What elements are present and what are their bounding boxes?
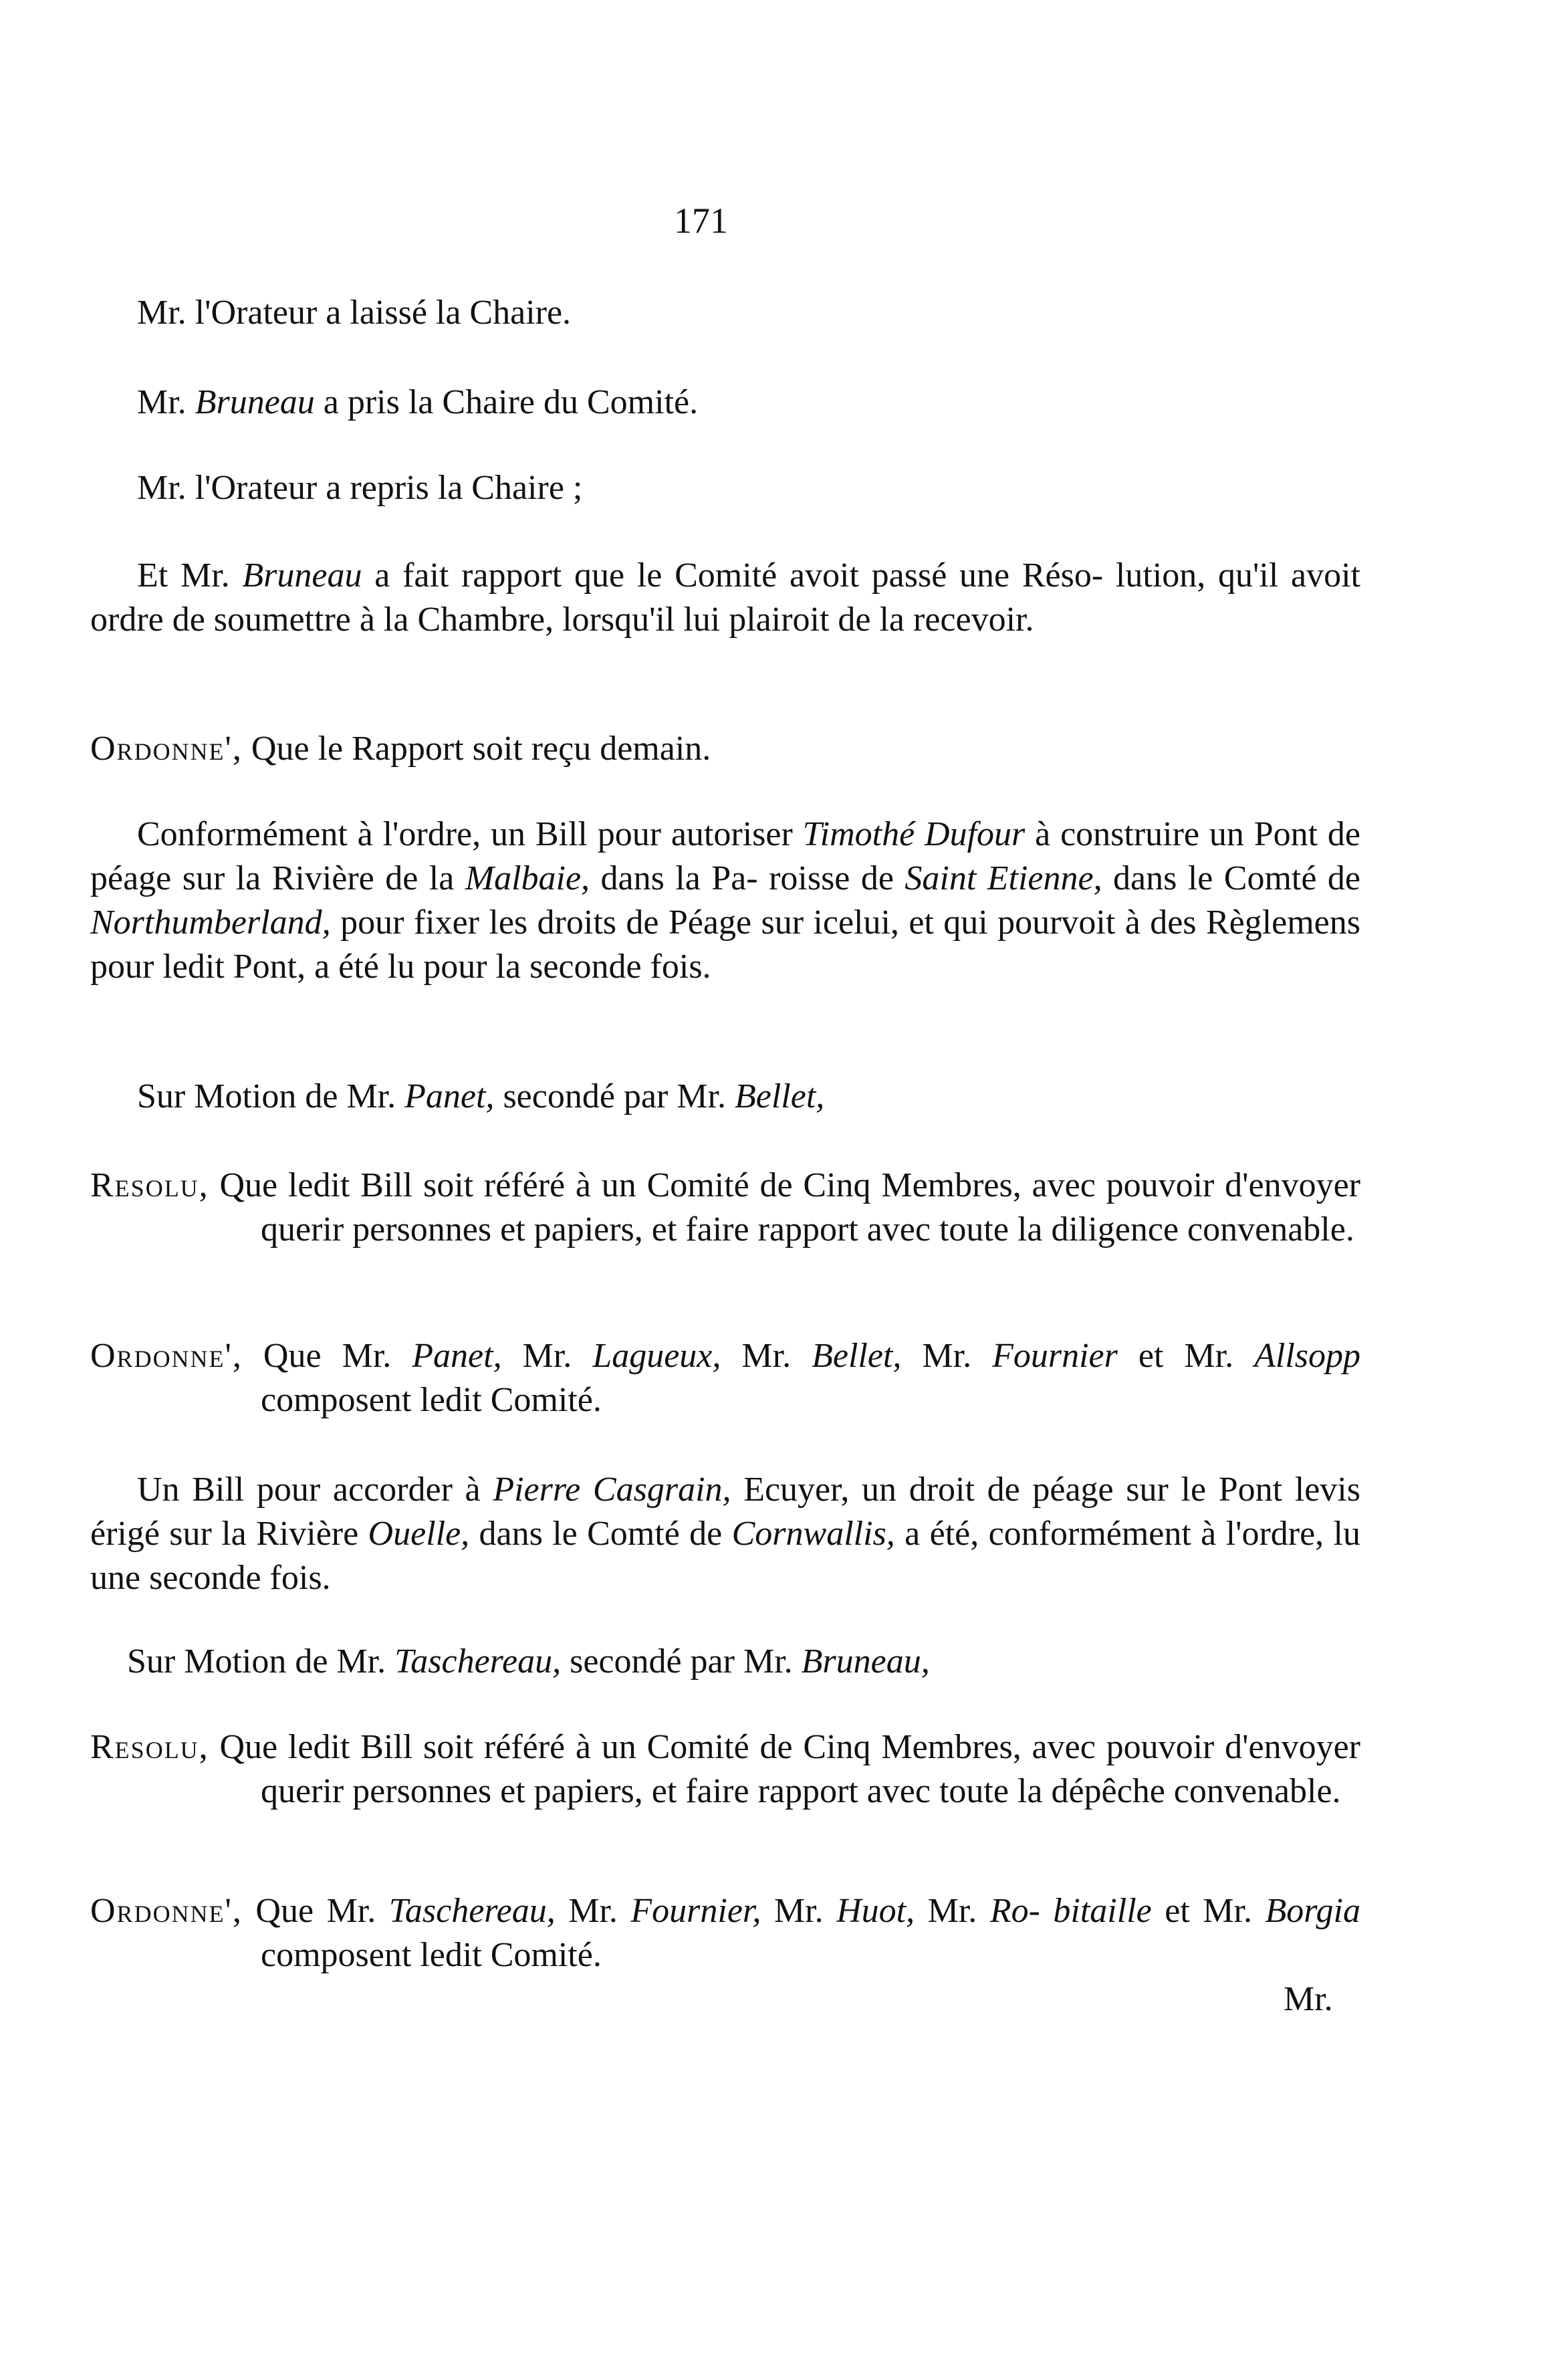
order-casgrain-committee-members: Ordonne', Que Mr. Taschereau, Mr. Fournier, Mr. Huot, Mr. Ro- bitaille et Mr. Borgia composent ledit Comité. bbox=[90, 1892, 1360, 1974]
resolution-casgrain-committee: Resolu, Que ledit Bill soit référé à un Comité de Cinq Membres, avec pouvoir d'envoyer querir personnes et papiers, et faire rapport avec toute la dépêche convenable. bbox=[90, 1728, 1360, 1810]
entry-bruneau-report: Et Mr. Bruneau a fait rapport que le Comité avoit passé une Réso- lution, qu'il avoit ordre de soumettre à la Chambre, lorsqu'il lui plairoit de la recevoir. bbox=[90, 556, 1360, 639]
entry-casgrain-bill-second-reading: Un Bill pour accorder à Pierre Casgrain, Ecuyer, un droit de péage sur le Pont levis érigé sur la Rivière Ouelle, dans le Comté de Cornwallis, a été, conformément à l'ordre, lu une seconde fois. bbox=[90, 1471, 1360, 1597]
order-report-tomorrow: Ordonne', Que le Rapport soit reçu demain. bbox=[90, 730, 711, 768]
order-dufour-committee-members: Ordonne', Que Mr. Panet, Mr. Lagueux, Mr. Bellet, Mr. Fournier et Mr. Allsopp composent ledit Comité. bbox=[90, 1337, 1361, 1419]
entry-dufour-bill-second-reading: Conformément à l'ordre, un Bill pour autoriser Timothé Dufour à construire un Pont de péage sur la Rivière de la Malbaie, dans la Pa- roisse de Saint Etienne, dans le Comté de Northumberland, pour fixer les droits de Péage sur icelui, et qui pourvoit à des Règlemens pour ledit Pont, a été lu pour la seconde fois. bbox=[90, 815, 1361, 986]
resolution-dufour-committee: Resolu, Que ledit Bill soit référé à un Comité de Cinq Membres, avec pouvoir d'envoyer querir personnes et papiers, et faire rapport avec toute la diligence convenable. bbox=[90, 1166, 1360, 1249]
entry-speaker-resumed-chair: Mr. l'Orateur a repris la Chaire ; bbox=[137, 469, 583, 507]
catchword: Mr. bbox=[1284, 1980, 1333, 2018]
entry-bruneau-took-chair: Mr. Bruneau a pris la Chaire du Comité. bbox=[137, 383, 699, 421]
entry-speaker-left-chair: Mr. l'Orateur a laissé la Chaire. bbox=[137, 294, 572, 332]
motion-taschereau-bruneau: Sur Motion de Mr. Taschereau, secondé par Mr. Bruneau, bbox=[127, 1642, 930, 1681]
motion-panet-bellet: Sur Motion de Mr. Panet, secondé par Mr. Bellet, bbox=[137, 1077, 825, 1115]
page-number: 171 bbox=[674, 201, 728, 241]
